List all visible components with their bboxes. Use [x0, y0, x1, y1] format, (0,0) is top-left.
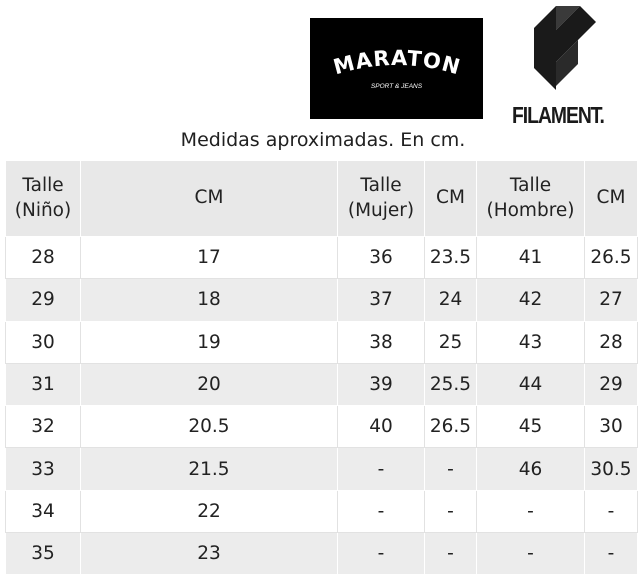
table-header-row — [6, 161, 638, 237]
table-cell: 23.5 — [425, 237, 477, 279]
table-cell: 30.5 — [585, 448, 638, 490]
table-cell: - — [477, 490, 585, 532]
column-header-label: (Hombre) — [486, 199, 575, 221]
table-cell: 38 — [338, 321, 425, 363]
table-cell: 45 — [477, 406, 585, 448]
table-row — [6, 533, 638, 575]
column-header-label: CM — [436, 187, 465, 209]
column-header-label: Talle — [360, 174, 402, 196]
table-cell: 25.5 — [425, 363, 477, 405]
table-cell: - — [477, 533, 585, 575]
table-row — [6, 237, 638, 279]
table-cell: 34 — [6, 490, 81, 532]
maraton-wordmark — [327, 47, 467, 79]
maraton-tagline: SPORT & JEANS — [370, 83, 423, 90]
table-cell: 28 — [585, 321, 638, 363]
table-cell: 31 — [6, 363, 81, 405]
table-cell: 32 — [6, 406, 81, 448]
table-cell: - — [338, 533, 425, 575]
table-cell: 21.5 — [81, 448, 338, 490]
column-header — [81, 161, 338, 237]
table-row — [6, 321, 638, 363]
column-header — [425, 161, 477, 237]
table-cell: - — [338, 490, 425, 532]
column-header-label: Talle — [22, 174, 64, 196]
table-cell: 28 — [6, 237, 81, 279]
table-cell: 35 — [6, 533, 81, 575]
table-row — [6, 490, 638, 532]
column-header-label: CM — [194, 187, 224, 209]
table-row — [6, 406, 638, 448]
column-header — [585, 161, 638, 237]
table-row — [6, 448, 638, 490]
size-table — [5, 160, 638, 575]
table-cell: 19 — [81, 321, 338, 363]
table-cell: 40 — [338, 406, 425, 448]
table-cell: 24 — [425, 279, 477, 321]
table-cell: 33 — [6, 448, 81, 490]
table-cell: - — [425, 490, 477, 532]
table-cell: 29 — [585, 363, 638, 405]
svg-text:MARATON: MARATON — [330, 47, 463, 79]
table-cell: 37 — [338, 279, 425, 321]
table-cell: 23 — [81, 533, 338, 575]
table-cell: - — [338, 448, 425, 490]
table-cell: 29 — [6, 279, 81, 321]
table-cell: 42 — [477, 279, 585, 321]
table-cell: 36 — [338, 237, 425, 279]
column-header-label: (Niño) — [14, 199, 72, 221]
column-header-label: (Mujer) — [347, 199, 415, 221]
table-title: Medidas aproximadas. En cm. — [180, 129, 466, 151]
table-cell: 43 — [477, 321, 585, 363]
table-cell: - — [425, 448, 477, 490]
table-cell: 30 — [6, 321, 81, 363]
column-header — [6, 161, 81, 237]
table-cell: 26.5 — [425, 406, 477, 448]
table-row — [6, 279, 638, 321]
table-cell: 30 — [585, 406, 638, 448]
table-cell: - — [585, 533, 638, 575]
column-header — [477, 161, 585, 237]
table-body — [6, 237, 638, 575]
table-cell: 17 — [81, 237, 338, 279]
table-cell: 20 — [81, 363, 338, 405]
table-cell: 25 — [425, 321, 477, 363]
table-cell: - — [585, 490, 638, 532]
table-cell: 41 — [477, 237, 585, 279]
table-cell: 39 — [338, 363, 425, 405]
column-header-label: CM — [596, 187, 626, 209]
table-cell: 20.5 — [81, 406, 338, 448]
table-cell: 44 — [477, 363, 585, 405]
table-cell: 27 — [585, 279, 638, 321]
table-cell: 22 — [81, 490, 338, 532]
filament-wordmark: FILAMENT. — [512, 102, 604, 128]
table-cell: 18 — [81, 279, 338, 321]
table-cell: 26.5 — [585, 237, 638, 279]
column-header-label: Talle — [509, 174, 552, 196]
table-cell: - — [425, 533, 477, 575]
table-row — [6, 363, 638, 405]
filament-logo — [510, 6, 622, 130]
filament-mark-icon — [534, 6, 598, 90]
table-cell: 46 — [477, 448, 585, 490]
maraton-logo — [310, 18, 483, 119]
column-header — [338, 161, 425, 237]
